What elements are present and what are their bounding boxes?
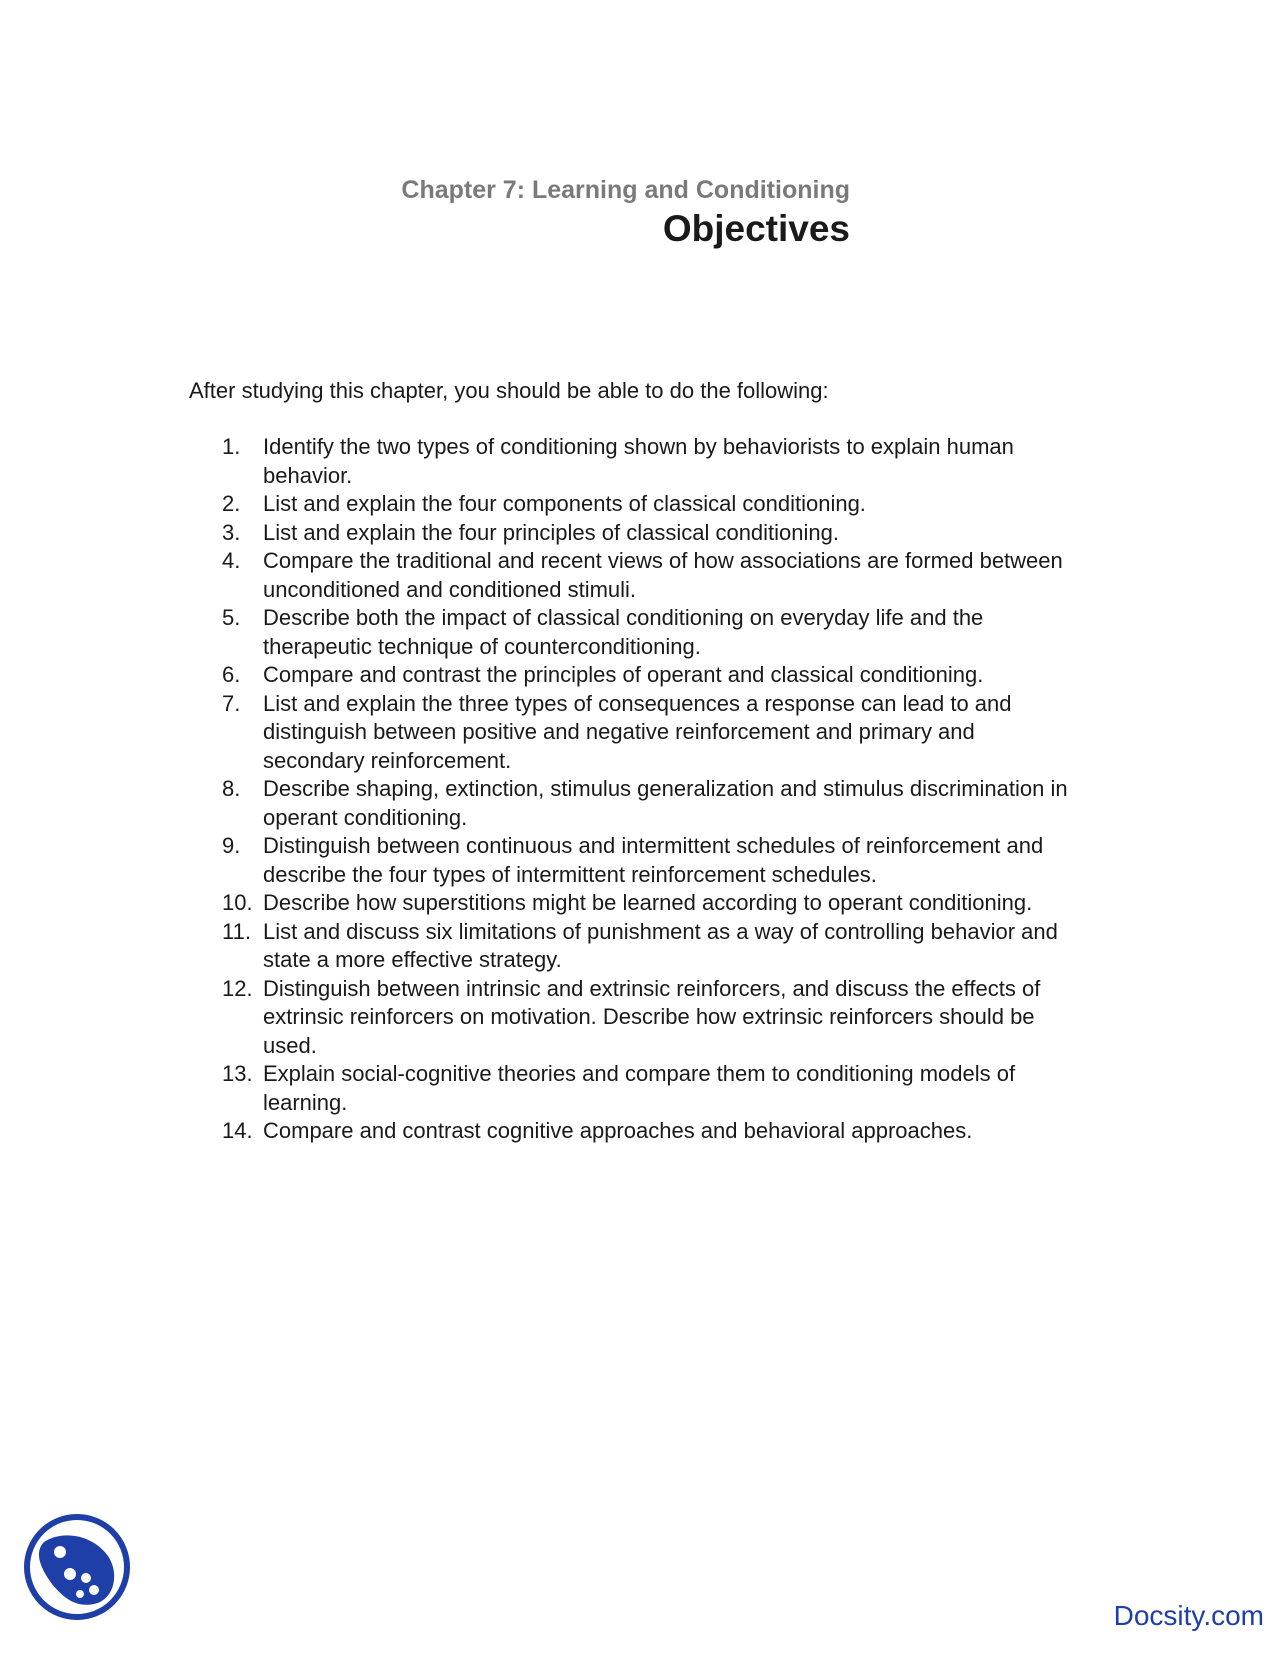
item-text: List and explain the four components of classical conditioning. (263, 491, 866, 516)
item-number: 13. (222, 1061, 253, 1086)
docsity-logo-icon[interactable] (22, 1512, 132, 1622)
list-item (222, 1117, 1082, 1146)
list-item (222, 661, 1082, 690)
item-text: Describe shaping, extinction, stimulus generalization and stimulus discrimination in operant conditioning. (263, 776, 1068, 830)
item-text: Describe how superstitions might be learned according to operant conditioning. (263, 890, 1033, 915)
page-title: Objectives (662, 208, 850, 249)
chapter-title: Chapter 7: Learning and Conditioning (401, 176, 850, 204)
item-number: 10. (222, 890, 253, 915)
item-number: 7. (222, 690, 241, 716)
item-text: Compare and contrast cognitive approaches and behavioral approaches. (263, 1118, 973, 1143)
item-number: 14. (222, 1118, 253, 1143)
item-text: Describe both the impact of classical conditioning on everyday life and the therapeutic technique of counterconditioning. (263, 605, 984, 659)
list-item (222, 519, 1082, 548)
item-text: List and explain the three types of consequences a response can lead to and distinguish between positive and negative reinforcement and primary and secondary reinforcement. (263, 690, 1012, 773)
list-item (222, 918, 1082, 975)
item-number: 8. (222, 776, 241, 801)
item-text: Compare the traditional and recent views of how associations are formed between unconditioned and conditioned stimuli. (263, 548, 1063, 602)
list-item (222, 889, 1082, 918)
list-item (222, 775, 1082, 832)
list-item (222, 490, 1082, 519)
item-text: Compare and contrast the principles of operant and classical conditioning. (263, 662, 984, 687)
item-number: 5. (222, 605, 241, 630)
list-item (222, 433, 1082, 490)
list-item (222, 975, 1082, 1061)
item-number: 11. (222, 918, 251, 944)
item-text: Distinguish between continuous and intermittent schedules of reinforcement and describe the four types of intermittent reinforcement schedules. (263, 833, 1044, 887)
item-number: 6. (222, 662, 241, 687)
item-text: Explain social-cognitive theories and compare them to conditioning models of learning. (263, 1061, 1016, 1115)
objectives-list (222, 433, 1082, 1146)
item-text: List and explain the four principles of classical conditioning. (263, 519, 839, 545)
docsity-brand-link[interactable]: Docsity.com (1113, 1600, 1264, 1631)
item-number: 4. (222, 548, 241, 573)
item-text: Identify the two types of conditioning shown by behaviorists to explain human behavior. (263, 434, 1014, 488)
list-item (222, 547, 1082, 604)
item-number: 3. (222, 519, 241, 545)
item-number: 1. (222, 434, 241, 459)
list-item (222, 1060, 1082, 1117)
list-item (222, 690, 1082, 776)
list-item (222, 832, 1082, 889)
list-item (222, 604, 1082, 661)
item-text: Distinguish between intrinsic and extrinsic reinforcers, and discuss the effects of extrinsic reinforcers on motivation. Describe how extrinsic reinforcers should be used. (263, 975, 1041, 1058)
item-text: List and discuss six limitations of punishment as a way of controlling behavior and state a more effective strategy. (263, 918, 1058, 972)
intro-text: After studying this chapter, you should be able to do the following: (189, 378, 829, 403)
item-number: 2. (222, 491, 241, 516)
item-number: 9. (222, 833, 241, 858)
item-number: 12. (222, 975, 253, 1001)
